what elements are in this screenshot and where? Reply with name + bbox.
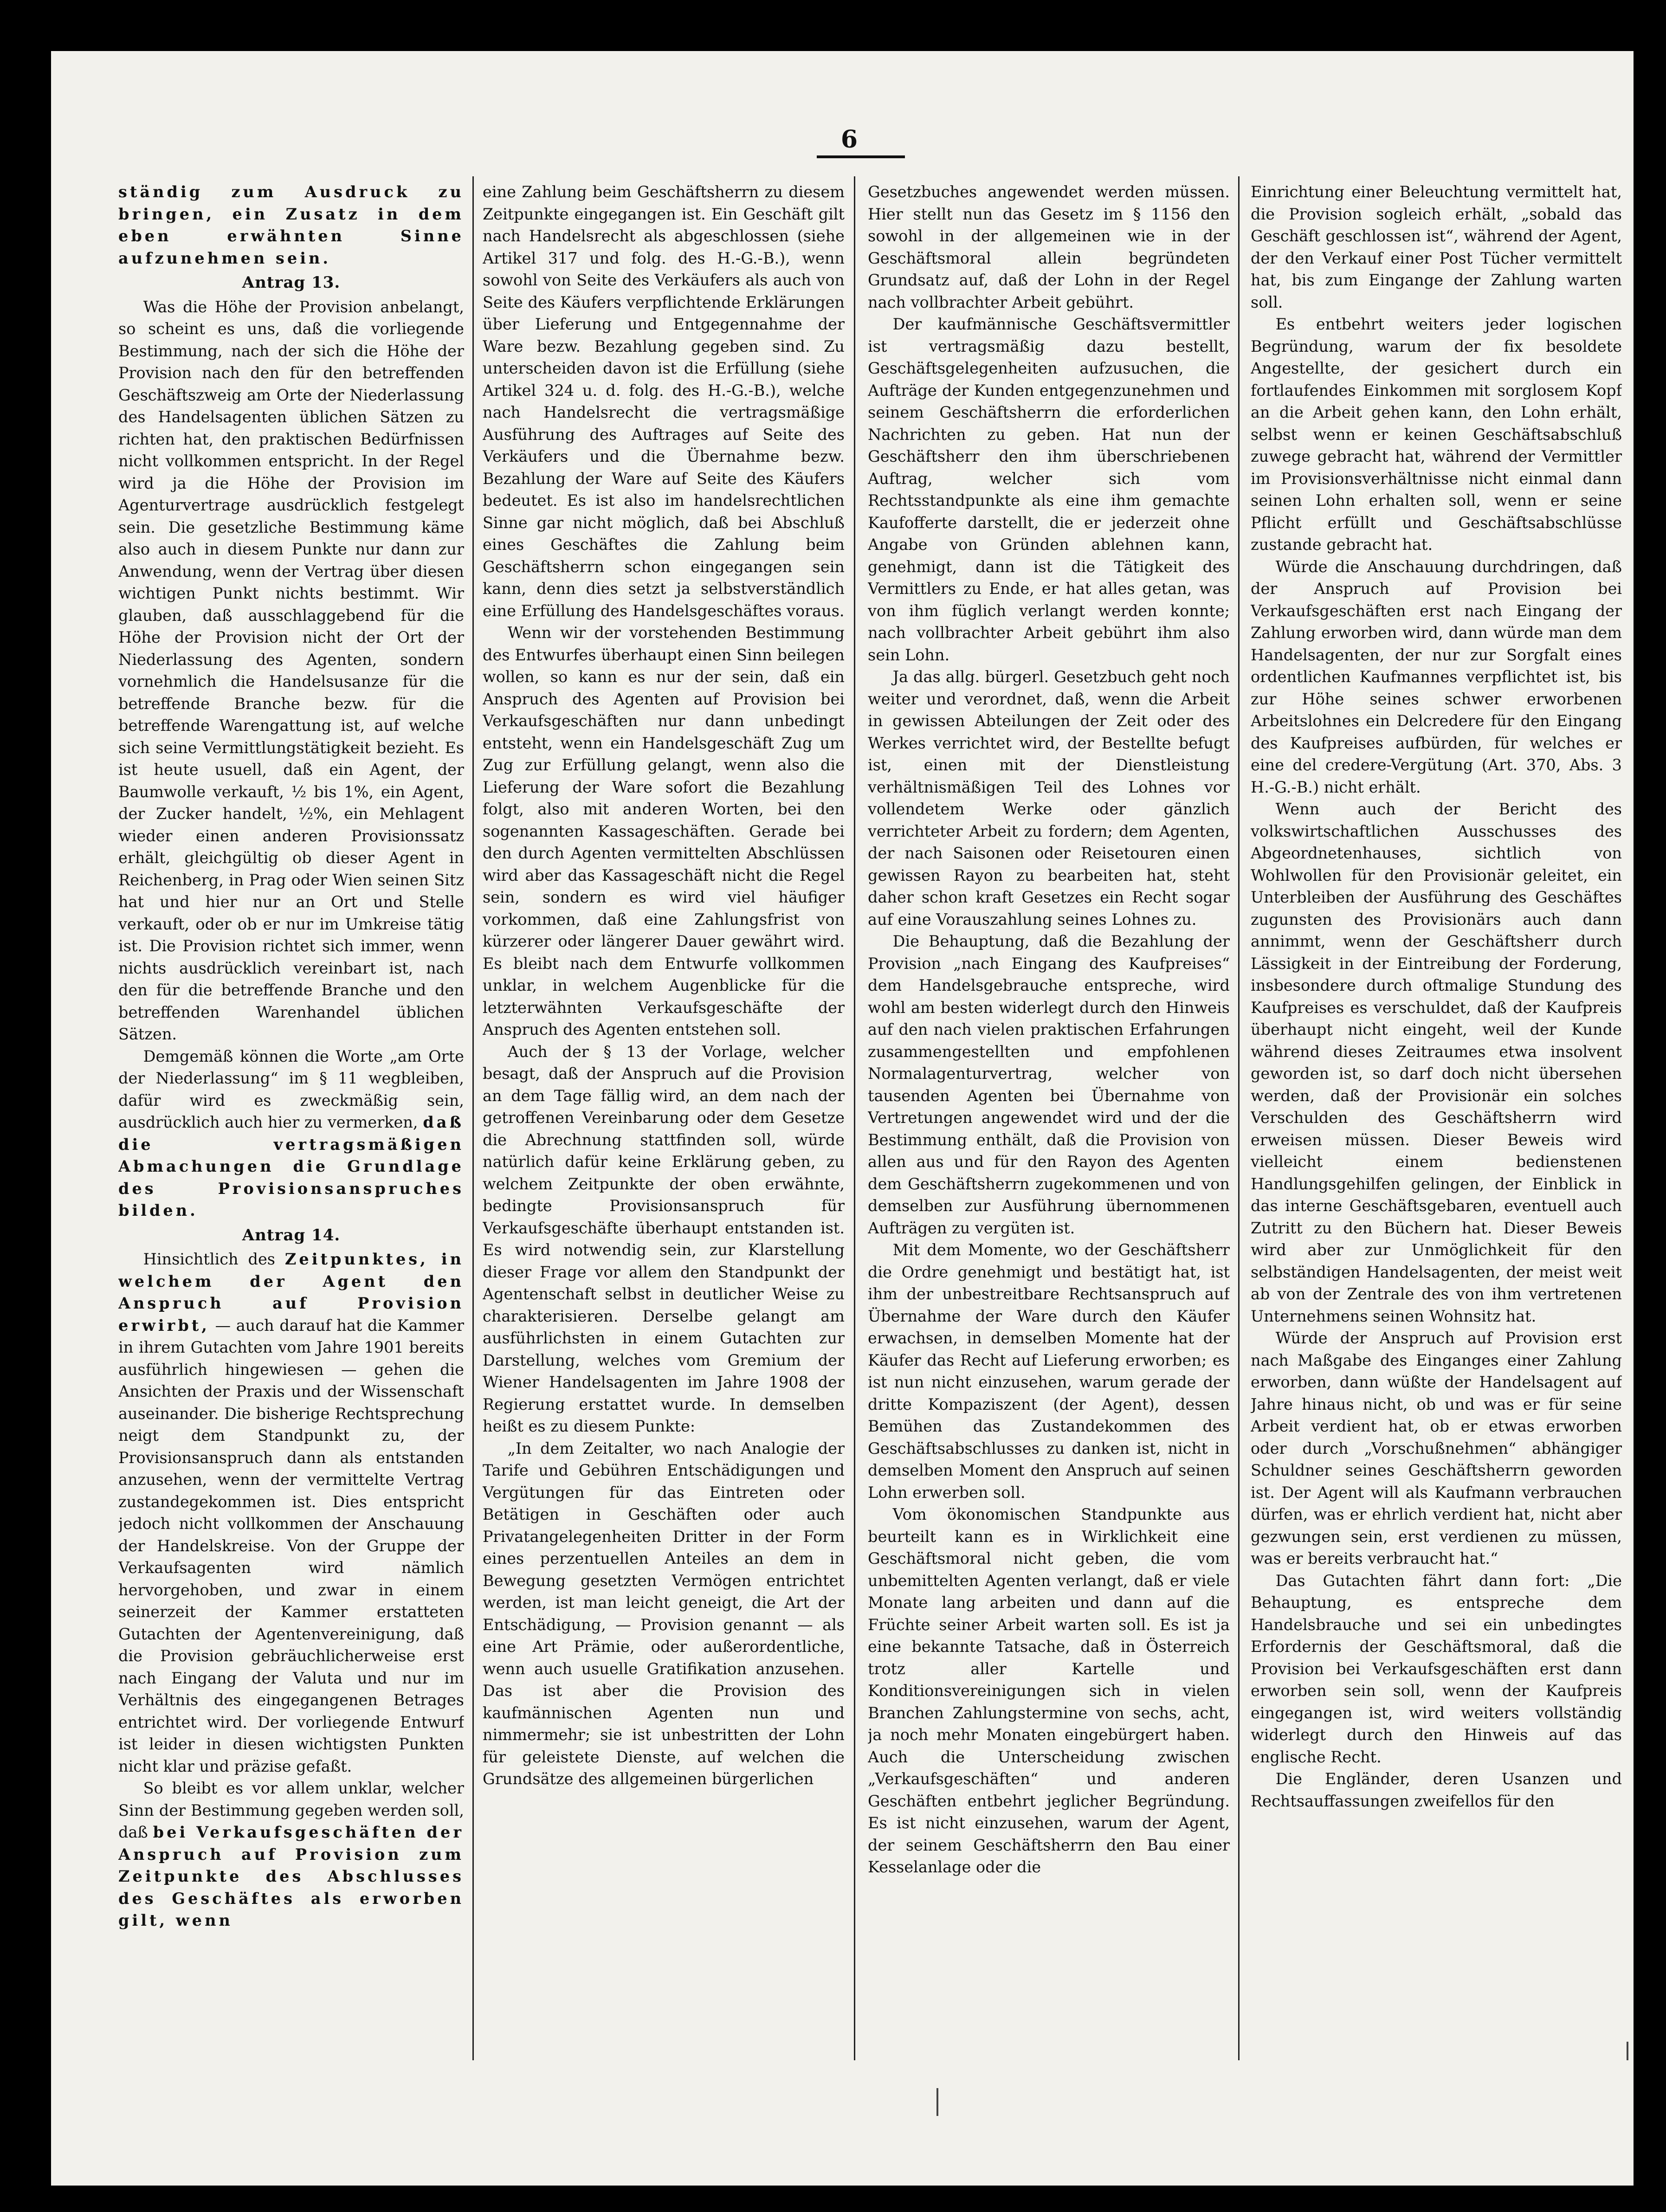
text-column-1 bbox=[118, 181, 464, 2046]
paragraph: Wenn auch der Bericht des volkswirtschaftlichen Ausschusses des Abgeordnetenhauses, sichtlich von Wohlwollen für den Provisionär geleitet, ein Unterbleiben der Ausführung des Geschäftes zugunsten des Provisionärs auch dann annimmt, wenn der Geschäftsherr durch Lässigkeit in der Eintreibung der Forderung, insbesondere durch oftmalige Stundung des Kaufpreises es verschuldet, daß der Kaufpreis überhaupt nicht eingeht, weil der Kunde während dieses Zeitraumes etwa insolvent geworden ist, so darf doch nicht übersehen werden, daß der Provisionär ein solches Verschulden des Geschäftsherrn wird erweisen müssen. Dieser Beweis wird vielleicht einem bedienstenen Handlungsgehilfen gelingen, der Einblick in das interne Geschäftsgebaren, eventuell auch Zutritt zu den Büchern hat. Dieser Beweis wird aber zur Unmöglichkeit für den selbständigen Handelsagenten, der meist weit ab von der Zentrale des von ihm vertretenen Unternehmens seinen Wohnsitz hat. bbox=[1251, 800, 1622, 1325]
text-run: — auch darauf hat die Kammer in ihrem Gutachten vom Jahre 1901 bereits ausführlich hingewiesen — gehen die Ansichten der Praxis und der Wissenschaft auseinander. Die bisherige Rechtsprechung neigt dem Standpunkt zu, der Provisionsanspruch dann als entstanden anzusehen, wenn der vermittelte Vertrag zustandegekommen ist. Dies entspricht jedoch nicht vollkommen der Anschauung der Handelskreise. Von der Gruppe der Verkaufsagenten wird nämlich hervorgehoben, und zwar in einem seinerzeit der Kammer erstatteten Gutachten der Agentenvereinigung, daß die Provision gebräuchlicherweise erst nach Eingang der Valuta und nur im Verhältnis des eingegangenen Betrages entrichtet wird. Der vorliegende Entwurf ist leider in diesen wichtigsten Punkten nicht klar und präzise gefaßt. bbox=[118, 1316, 464, 1775]
paragraph: Die Behauptung, daß die Bezahlung der Provision „nach Eingang des Kaufpreises“ dem Handelsgebrauche entspreche, wird wohl am besten widerlegt durch den Hinweis auf den nach vielen praktischen Erfahrungen zusammengestellten und empfohlenen Normalagenturvertrag, welcher von tausenden Agenten bei Übernahme von Vertretungen angewendet wird und der die Bestimmung enthält, daß die Provision von allen aus und für den Rayon des Agenten dem Geschäftsherrn zugekommenen und von demselben zur Ausführung übernommenen Aufträgen zu vergüten ist. bbox=[868, 932, 1230, 1237]
paragraph: Das Gutachten fährt dann fort: „Die Behauptung, es entspreche dem Handelsbrauche und sei ein unbedingtes Erfordernis der Geschäftsmoral, daß die Provision bei Verkaufsgeschäften erst dann erworben sein soll, wenn der Kaufpreis eingegangen ist, wird weiters vollständig widerlegt durch den Hinweis auf das englische Recht. bbox=[1251, 1571, 1622, 1766]
text-column-3 bbox=[868, 181, 1230, 2046]
section-heading: Antrag 13. bbox=[242, 273, 341, 292]
column-rule bbox=[854, 176, 855, 2060]
paragraph: Würde der Anspruch auf Provision erst nach Maßgabe des Einganges einer Zahlung erworben, dann wüßte der Handelsagent auf Jahre hinaus nicht, ob und was er für seine Arbeit verdient hat, ob er etwas erworben oder durch „Vorschußnehmen“ abhängiger Schuldner seines Geschäftsherrn geworden ist. Der Agent will als Kaufmann verbrauchen dürfen, was er ehrlich verdient hat, nicht aber gezwungen sein, erst verdienen zu müssen, was er bereits verbraucht hat.“ bbox=[1251, 1329, 1622, 1567]
paragraph bbox=[118, 1248, 464, 1777]
emphasized-text: daß die vertragsmäßigen Abmachungen die Grundlage des Provisionsanspruches bilden. bbox=[118, 1113, 464, 1219]
paragraph: Einrichtung einer Beleuchtung vermittelt hat, die Provision sogleich erhält, „sobald das Geschäft geschlossen ist“, während der Agent, der den Verkauf einer Post Tücher vermittelt hat, bis zum Eingange der Zahlung warten soll. bbox=[1251, 183, 1622, 311]
emphasized-text: ständig zum Ausdruck zu bringen, ein Zusatz in dem eben erwähnten Sinne aufzunehmen sein. bbox=[118, 183, 464, 267]
paragraph bbox=[118, 181, 464, 269]
paragraph: „In dem Zeitalter, wo nach Analogie der Tarife und Gebühren Entschädigungen und Vergütungen für das Eintreten oder Betätigen in Geschäften oder auch Privatangelegenheiten Dritter in der Form eines perzentuellen Anteiles an dem in Bewegung gesetzten Vermögen entrichtet werden, ist man leicht geneigt, die Art der Entschädigung, — Provision genannt — als eine Art Prämie, oder außerordentliche, wenn auch usuelle Gratifikation anzusehen. Das ist aber die Provision des kaufmännischen Agenten nun und nimmermehr; sie ist unbestritten der Lohn für geleistete Dienste, auf welchen die Grundsätze des allgemeinen bürgerlichen bbox=[483, 1439, 845, 1788]
text-column-2 bbox=[483, 181, 845, 2046]
emphasized-text: Zeitpunktes, in welchem der Agent den Anspruch auf Provision erwirbt, bbox=[118, 1250, 464, 1335]
text-column-4 bbox=[1251, 181, 1622, 2046]
paragraph: eine Zahlung beim Geschäftsherrn zu diesem Zeitpunkte eingegangen ist. Ein Geschäft gilt nach Handelsrecht als abgeschlossen (siehe Artikel 317 und folg. des H.-G.-B.), wenn sowohl von Seite des Verkäufers als auch von Seite des Käufers verpflichtende Erklärungen über Lieferung und Entgegennahme der Ware bezw. Bezahlung gegeben sind. Zu unterscheiden davon ist die Erfüllung (siehe Artikel 324 u. d. folg. des H.-G.-B.), welche nach Handelsrecht die vertragsmäßige Ausführung des Auftrages auf Seite des Verkäufers und die Übernahme bezw. Bezahlung der Ware auf Seite des Käufers bedeutet. Es ist also im handelsrechtlichen Sinne gar nicht möglich, daß bei Abschluß eines Geschäftes die Zahlung beim Geschäftsherrn schon eingegangen sein kann, denn dies setzt ja selbstverständlich eine Erfüllung des Handelsgeschäftes voraus. bbox=[483, 183, 845, 620]
text-run: Demgemäß können die Worte „am Orte der Niederlassung“ im § 11 wegbleiben, dafür wird es zweckmäßig sein, ausdrücklich auch hier zu vermerken, bbox=[118, 1047, 464, 1131]
paragraph: Mit dem Momente, wo der Geschäftsherr die Ordre genehmigt und bestätigt hat, ist ihm der unbestreitbare Rechtsanspruch auf Übernahme der Ware durch den Käufer erwachsen, in demselben Momente hat der Käufer das Recht auf Lieferung erworben; es ist nun nicht einzusehen, warum gerade der dritte Kompaziszent (der Agent), dessen Bemühen das Zustandekommen des Geschäftsabschlusses zu danken ist, nicht in demselben Moment den Anspruch auf seinen Lohn erwerben soll. bbox=[868, 1241, 1230, 1502]
paragraph: Würde die Anschauung durchdringen, daß der Anspruch auf Provision bei Verkaufsgeschäften erst nach Eingang der Zahlung erworben wird, dann würde man dem Handelsagenten, der nur zur Sorgfalt eines ordentlichen Kaufmannes verpflichtet ist, bis zur Höhe seines schwer erworbenen Arbeitslohnes ein Delcredere für den Eingang des Kaufpreises aufbürden, für welches er eine del credere-Vergütung (Art. 370, Abs. 3 H.-G.-B.) nicht erhält. bbox=[1251, 557, 1622, 796]
paragraph: Auch der § 13 der Vorlage, welcher besagt, daß der Anspruch auf die Provision an dem Tage fällig wird, an dem nach der getroffenen Vereinbarung oder dem Gesetze die Abrechnung stattfinden soll, würde natürlich dafür keine Erklärung geben, zu welchem Zeitpunkte der oben erwähnte, bedingte Provisionsanspruch für Verkaufsgeschäfte überhaupt entstanden ist. Es wird notwendig sein, zur Klarstellung dieser Frage vor allem den Standpunkt der Agentenschaft selbst in deutlicher Weise zu charakterisieren. Derselbe gelangt am ausführlichsten in einem Gutachten zur Darstellung, welches vom Gremium der Wiener Handelsagenten im Jahre 1908 der Regierung erstattet wurde. In demselben heißt es zu diesem Punkte: bbox=[483, 1042, 845, 1435]
column-rule bbox=[472, 176, 474, 2060]
page-number: 6 bbox=[840, 125, 858, 154]
paragraph: Die Engländer, deren Usanzen und Rechtsauffassungen zweifellos für den bbox=[1251, 1770, 1622, 1810]
paragraph: Der kaufmännische Geschäftsvermittler ist vertragsmäßig dazu bestellt, Geschäftsgelegenheiten aufzusuchen, die Aufträge der Kunden entgegenzunehmen und seinem Geschäftsherrn die erforderlichen Nachrichten zu geben. Hat nun der Geschäftsherr den ihm überschriebenen Auftrag, welcher sich vom Rechtsstandpunkte als eine ihm gemachte Kaufofferte darstellt, die er jederzeit ohne Angabe von Gründen ablehnen kann, genehmigt, dann ist die Tätigkeit des Vermittlers zu Ende, er hat alles getan, was von ihm füglich verlangt werden konnte; nach vollbrachter Arbeit gebührt ihm also sein Lohn. bbox=[868, 315, 1230, 664]
paragraph: Ja das allg. bürgerl. Gesetzbuch geht noch weiter und verordnet, daß, wenn die Arbeit in gewissen Abteilungen der Zeit oder des Werkes verrichtet wird, der Bestellte befugt ist, einen mit der Dienstleistung verhältnismäßigen Teil des Lohnes vor vollendetem Werke oder gänzlich verrichteter Arbeit zu fordern; dem Agenten, der nach Saisonen oder Reisetouren einen gewissen Rayon zu bearbeiten hat, steht daher schon kraft Gesetzes ein Recht sogar auf eine Vorauszahlung seines Lohnes zu. bbox=[868, 668, 1230, 929]
print-mark bbox=[936, 2088, 938, 2116]
column-rule bbox=[1238, 176, 1240, 2060]
paragraph: Es entbehrt weiters jeder logischen Begründung, warum der fix besoldete Angestellte, der gesichert durch ein fortlaufendes Einkommen mit sorglosem Kopf an die Arbeit gehen kann, den Lohn erhält, selbst wenn er keinen Geschäftsabschluß zuwege gebracht hat, während der Vermittler im Provisionsverhältnisse nicht einmal dann seinen Lohn erhalten soll, wenn er seine Pflicht erfüllt und Geschäftsabschlüsse zustande gebracht hat. bbox=[1251, 315, 1622, 554]
paragraph bbox=[118, 1045, 464, 1222]
page-number-underline bbox=[817, 155, 905, 158]
paragraph: Gesetzbuches angewendet werden müssen. Hier stellt nun das Gesetz im § 1156 den sowohl in der allgemeinen wie in der Geschäftsmoral allein begründeten Grundsatz auf, daß der Lohn in der Regel nach vollbrachter Arbeit gebührt. bbox=[868, 183, 1230, 311]
paragraph bbox=[118, 1777, 464, 1932]
print-mark bbox=[1627, 2042, 1628, 2060]
text-run: So bleibt es vor allem unklar, welcher Sinn der Bestimmung gegeben werden soll, daß bbox=[118, 1779, 464, 1841]
paragraph: Was die Höhe der Provision anbelangt, so scheint es uns, daß die vorliegende Bestimmung, nach der sich die Höhe der Provision nach den für den betreffenden Geschäftszweig am Orte der Niederlassung des Handelsagenten üblichen Sätzen zu richten hat, den praktischen Bedürfnissen nicht vollkommen entspricht. In der Regel wird ja die Höhe der Provision im Agenturvertrage ausdrücklich festgelegt sein. Die gesetzliche Bestimmung käme also auch in diesem Punkte nur dann zur Anwendung, wenn der Vertrag über diesen wichtigen Punkt nichts bestimmt. Wir glauben, daß ausschlaggebend für die Höhe der Provision nicht der Ort der Niederlassung des Agenten, sondern vornehmlich die Handelsusanze für die betreffende Branche bezw. für die betreffende Warengattung ist, auf welche sich seine Vermittlungstätigkeit bezieht. Es ist heute usuell, daß ein Agent, der Baumwolle verkauft, ½ bis 1%, ein Agent, der Zucker handelt, ½%, ein Mehlagent wieder einen anderen Provisionssatz erhält, gleichgültig ob dieser Agent in Reichenberg, in Prag oder Wien seinen Sitz hat und hier nur an Ort und Stelle verkauft, oder ob er nur im Umkreise tätig ist. Die Provision richtet sich immer, wenn nichts ausdrücklich vereinbart ist, nach den für die betreffende Branche und den betreffenden Warenhandel üblichen Sätzen. bbox=[118, 297, 464, 1043]
paragraph: Wenn wir der vorstehenden Bestimmung des Entwurfes überhaupt einen Sinn beilegen wollen, so kann es nur der sein, daß ein Anspruch des Agenten auf Provision bei Verkaufsgeschäften nur dann unbedingt entsteht, wenn ein Handelsgeschäft Zug um Zug zur Erfüllung gelangt, wenn also die Lieferung der Ware sofort die Bezahlung folgt, also mit anderen Worten, bei den sogenannten Kassageschäften. Gerade bei den durch Agenten vermittelten Abschlüssen wird aber das Kassageschäft nicht die Regel sein, sondern es wird viel häufiger vorkommen, daß eine Zahlungsfrist von kürzerer oder längerer Dauer gewährt wird. Es bleibt nach dem Entwurfe vollkommen unklar, in welchem Augenblicke für die letzterwähnten Verkaufsgeschäfte der Anspruch des Agenten entstehen soll. bbox=[483, 624, 845, 1038]
paragraph: Vom ökonomischen Standpunkte aus beurteilt kann es in Wirklichkeit eine Geschäftsmoral nicht geben, die vom unbemittelten Agenten verlangt, daß er viele Monate lang arbeiten und dann auf die Früchte seiner Arbeit warten soll. Es ist ja eine bekannte Tatsache, daß in Österreich trotz aller Kartelle und Konditionsvereinigungen sich in vielen Branchen Zahlungstermine von sechs, acht, ja noch mehr Monaten eingebürgert haben. Auch die Unterscheidung zwischen „Verkaufsgeschäften“ und anderen Geschäften entbehrt jeglicher Begründung. Es ist nicht einzusehen, warum der Agent, der seinem Geschäftsherrn den Bau einer Kesselanlage oder die bbox=[868, 1505, 1230, 1876]
section-heading: Antrag 14. bbox=[242, 1225, 341, 1245]
text-run: Hinsichtlich des bbox=[143, 1250, 275, 1268]
emphasized-text: bei Verkaufsgeschäften der Anspruch auf Provision zum Zeitpunkte des Abschlusses des Geschäftes als erworben gilt, wenn bbox=[118, 1823, 464, 1929]
